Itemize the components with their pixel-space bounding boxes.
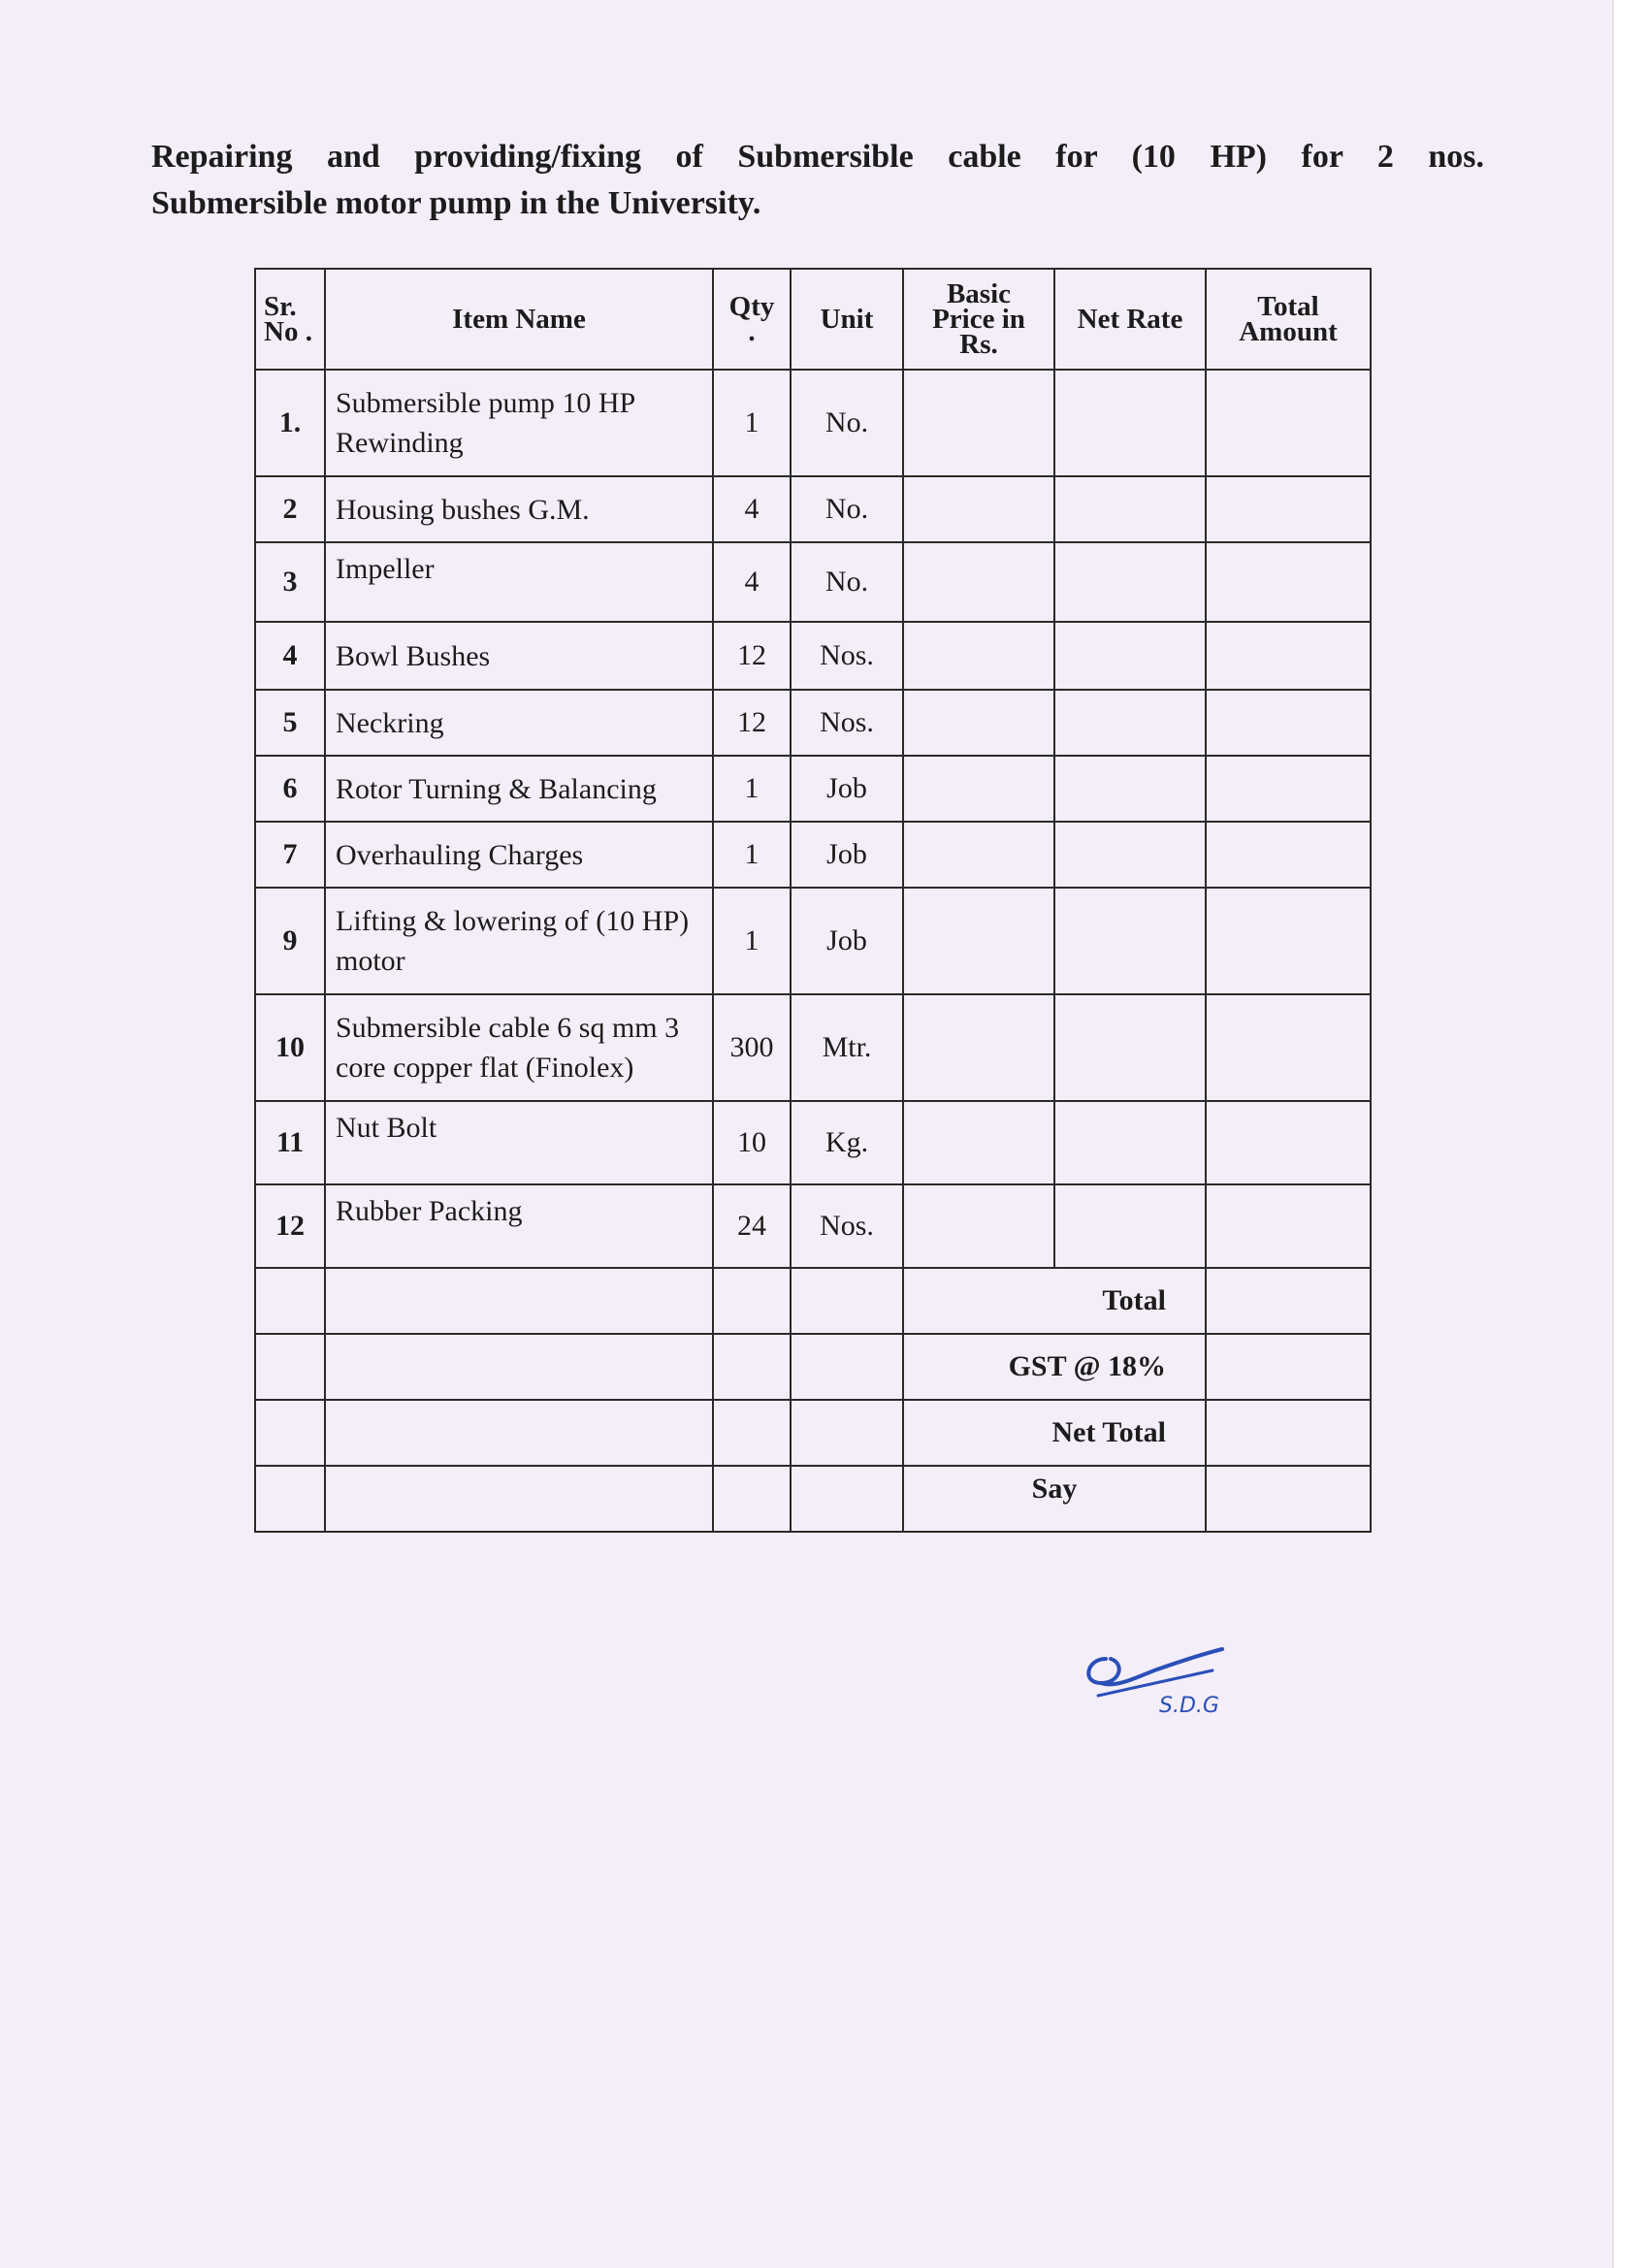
row-item: Housing bushes G.M. bbox=[325, 476, 713, 542]
header-unit: Unit bbox=[791, 269, 903, 370]
header-qty: Qty . bbox=[713, 269, 791, 370]
row-item: Overhauling Charges bbox=[325, 822, 713, 888]
table-row bbox=[255, 690, 1371, 756]
signature-text: S.D.G bbox=[1159, 1694, 1219, 1718]
row-qty: 12 bbox=[713, 622, 791, 690]
row-sr: 2 bbox=[255, 476, 325, 542]
summary-row-gst bbox=[255, 1334, 1371, 1400]
row-basic-price bbox=[903, 622, 1054, 690]
summary-value-say bbox=[1206, 1466, 1371, 1532]
row-sr: 6 bbox=[255, 756, 325, 822]
row-qty: 1 bbox=[713, 822, 791, 888]
row-net-rate bbox=[1054, 690, 1206, 756]
summary-label-net-total: Net Total bbox=[903, 1400, 1206, 1466]
row-net-rate bbox=[1054, 476, 1206, 542]
table-row bbox=[255, 622, 1371, 690]
heading-line-2: Submersible motor pump in the University. bbox=[151, 185, 761, 221]
summary-empty-cell bbox=[255, 1334, 325, 1400]
summary-label-say: Say bbox=[903, 1466, 1206, 1532]
row-unit: Job bbox=[791, 888, 903, 994]
row-unit: Mtr. bbox=[791, 994, 903, 1101]
summary-empty-cell bbox=[325, 1466, 713, 1532]
row-sr: 9 bbox=[255, 888, 325, 994]
row-item: Submersible pump 10 HP Rewinding bbox=[325, 370, 713, 476]
row-item: Submersible cable 6 sq mm 3 core copper flat (Finolex) bbox=[325, 994, 713, 1101]
summary-empty-cell bbox=[255, 1400, 325, 1466]
row-unit: Job bbox=[791, 756, 903, 822]
header-total-amount: Total Amount bbox=[1206, 269, 1371, 370]
row-unit: No. bbox=[791, 476, 903, 542]
row-unit: No. bbox=[791, 542, 903, 622]
summary-value-total bbox=[1206, 1268, 1371, 1334]
table-row bbox=[255, 1184, 1371, 1268]
row-item: Rubber Packing bbox=[325, 1184, 713, 1268]
summary-empty-cell bbox=[325, 1334, 713, 1400]
row-sr: 1. bbox=[255, 370, 325, 476]
summary-row-net-total bbox=[255, 1400, 1371, 1466]
row-net-rate bbox=[1054, 542, 1206, 622]
row-item: Neckring bbox=[325, 690, 713, 756]
row-sr: 7 bbox=[255, 822, 325, 888]
summary-value-net-total bbox=[1206, 1400, 1371, 1466]
table-row bbox=[255, 1101, 1371, 1184]
row-basic-price bbox=[903, 756, 1054, 822]
row-net-rate bbox=[1054, 622, 1206, 690]
row-total-amount bbox=[1206, 888, 1371, 994]
row-qty: 1 bbox=[713, 888, 791, 994]
row-total-amount bbox=[1206, 476, 1371, 542]
row-basic-price bbox=[903, 822, 1054, 888]
row-unit: Nos. bbox=[791, 1184, 903, 1268]
table-row bbox=[255, 822, 1371, 888]
summary-empty-cell bbox=[791, 1466, 903, 1532]
row-net-rate bbox=[1054, 756, 1206, 822]
row-unit: Kg. bbox=[791, 1101, 903, 1184]
summary-label-total: Total bbox=[903, 1268, 1206, 1334]
row-total-amount bbox=[1206, 756, 1371, 822]
table-row bbox=[255, 476, 1371, 542]
row-total-amount bbox=[1206, 622, 1371, 690]
row-qty: 1 bbox=[713, 756, 791, 822]
row-sr: 3 bbox=[255, 542, 325, 622]
row-qty: 4 bbox=[713, 476, 791, 542]
row-qty: 300 bbox=[713, 994, 791, 1101]
summary-empty-cell bbox=[255, 1466, 325, 1532]
row-item: Nut Bolt bbox=[325, 1101, 713, 1184]
summary-empty-cell bbox=[791, 1400, 903, 1466]
row-basic-price bbox=[903, 994, 1054, 1101]
signature bbox=[1077, 1630, 1251, 1727]
summary-row-say bbox=[255, 1466, 1371, 1532]
row-net-rate bbox=[1054, 888, 1206, 994]
row-item: Bowl Bushes bbox=[325, 622, 713, 690]
row-qty: 12 bbox=[713, 690, 791, 756]
table-row bbox=[255, 888, 1371, 994]
header-sr-no: Sr. No . bbox=[255, 269, 325, 370]
table-row bbox=[255, 756, 1371, 822]
row-basic-price bbox=[903, 1184, 1054, 1268]
summary-empty-cell bbox=[713, 1334, 791, 1400]
quotation-table bbox=[254, 268, 1372, 1533]
summary-empty-cell bbox=[325, 1268, 713, 1334]
row-basic-price bbox=[903, 888, 1054, 994]
row-unit: Job bbox=[791, 822, 903, 888]
row-net-rate bbox=[1054, 370, 1206, 476]
summary-empty-cell bbox=[713, 1400, 791, 1466]
row-qty: 24 bbox=[713, 1184, 791, 1268]
paper-edge bbox=[1612, 0, 1649, 2268]
row-sr: 11 bbox=[255, 1101, 325, 1184]
summary-value-gst bbox=[1206, 1334, 1371, 1400]
summary-empty-cell bbox=[325, 1400, 713, 1466]
row-sr: 5 bbox=[255, 690, 325, 756]
row-qty: 1 bbox=[713, 370, 791, 476]
summary-empty-cell bbox=[791, 1334, 903, 1400]
summary-label-gst: GST @ 18% bbox=[903, 1334, 1206, 1400]
header-item-name: Item Name bbox=[325, 269, 713, 370]
row-sr: 10 bbox=[255, 994, 325, 1101]
row-qty: 4 bbox=[713, 542, 791, 622]
row-total-amount bbox=[1206, 822, 1371, 888]
row-net-rate bbox=[1054, 1184, 1206, 1268]
row-net-rate bbox=[1054, 994, 1206, 1101]
table-row bbox=[255, 994, 1371, 1101]
row-item: Rotor Turning & Balancing bbox=[325, 756, 713, 822]
summary-empty-cell bbox=[255, 1268, 325, 1334]
table-header-row bbox=[255, 269, 1371, 370]
row-unit: Nos. bbox=[791, 622, 903, 690]
table-row bbox=[255, 542, 1371, 622]
row-total-amount bbox=[1206, 542, 1371, 622]
document-heading bbox=[151, 134, 1484, 227]
row-net-rate bbox=[1054, 1101, 1206, 1184]
row-total-amount bbox=[1206, 994, 1371, 1101]
row-total-amount bbox=[1206, 690, 1371, 756]
row-total-amount bbox=[1206, 1101, 1371, 1184]
row-basic-price bbox=[903, 690, 1054, 756]
row-qty: 10 bbox=[713, 1101, 791, 1184]
header-net-rate: Net Rate bbox=[1054, 269, 1206, 370]
heading-line-1: Repairing and providing/fixing of Submersible cable for (10 HP) for 2 nos. bbox=[151, 139, 1484, 175]
row-basic-price bbox=[903, 542, 1054, 622]
row-basic-price bbox=[903, 1101, 1054, 1184]
header-basic-price: Basic Price in Rs. bbox=[903, 269, 1054, 370]
row-item: Lifting & lowering of (10 HP) motor bbox=[325, 888, 713, 994]
summary-empty-cell bbox=[713, 1466, 791, 1532]
row-net-rate bbox=[1054, 822, 1206, 888]
row-sr: 4 bbox=[255, 622, 325, 690]
row-total-amount bbox=[1206, 370, 1371, 476]
row-unit: Nos. bbox=[791, 690, 903, 756]
summary-empty-cell bbox=[791, 1268, 903, 1334]
summary-empty-cell bbox=[713, 1268, 791, 1334]
row-unit: No. bbox=[791, 370, 903, 476]
row-basic-price bbox=[903, 370, 1054, 476]
summary-row-total bbox=[255, 1268, 1371, 1334]
row-sr: 12 bbox=[255, 1184, 325, 1268]
row-total-amount bbox=[1206, 1184, 1371, 1268]
row-basic-price bbox=[903, 476, 1054, 542]
table-row bbox=[255, 370, 1371, 476]
row-item: Impeller bbox=[325, 542, 713, 622]
